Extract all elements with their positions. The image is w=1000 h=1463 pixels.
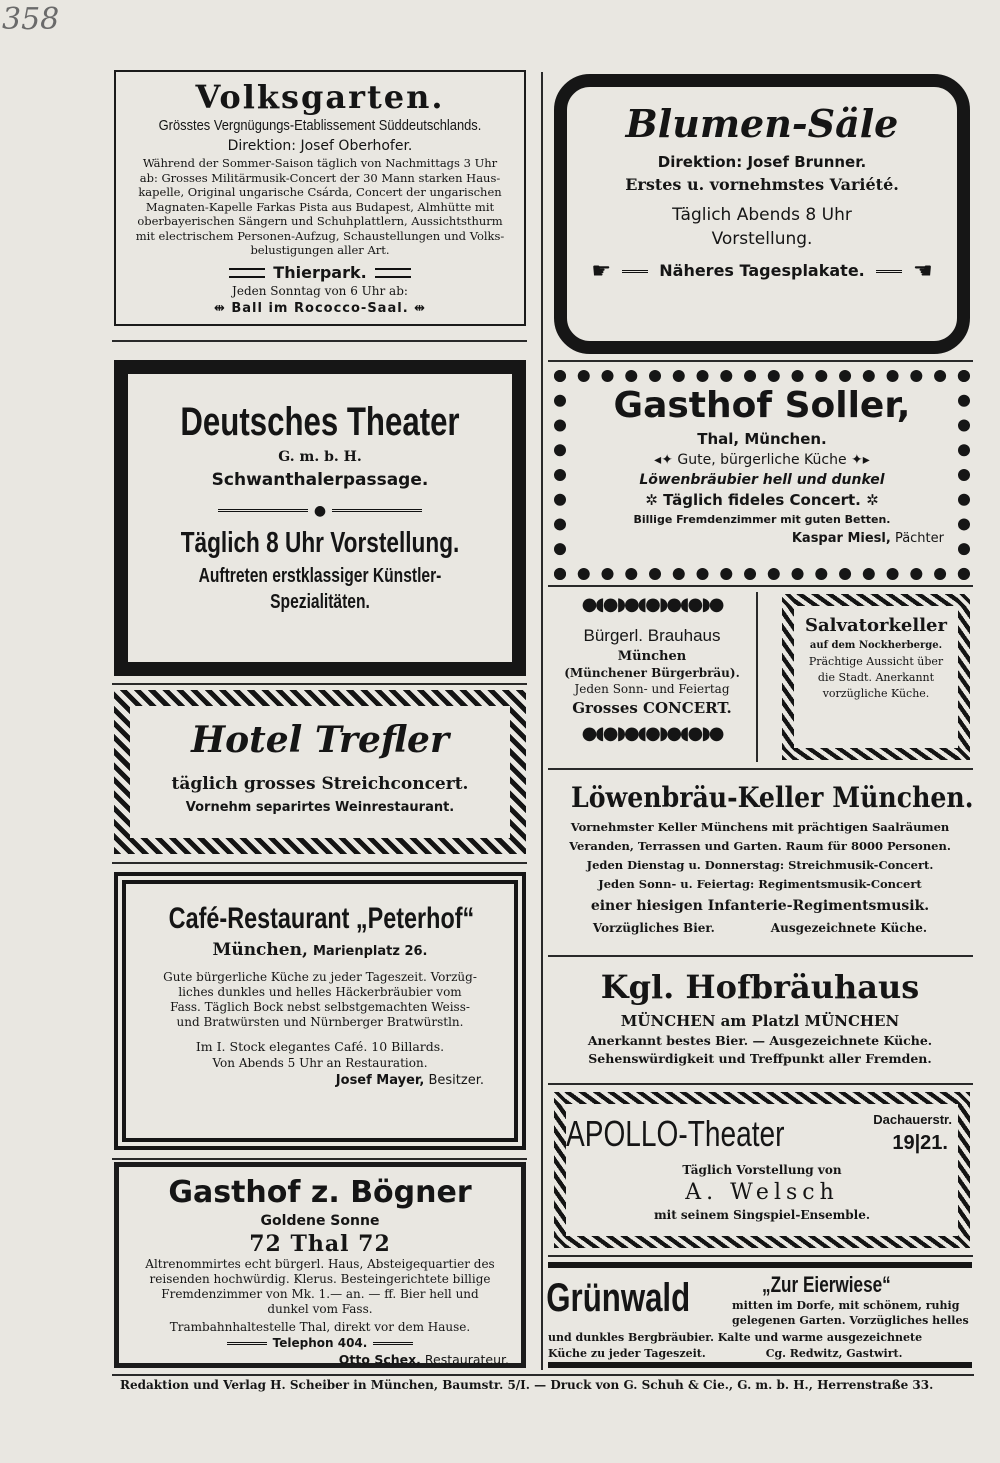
trefler-title: Hotel Trefler bbox=[191, 719, 449, 761]
soller-owner-role: Pächter bbox=[894, 531, 944, 546]
peterhof-owner-name: Josef Mayer, bbox=[335, 1073, 425, 1088]
row-divider bbox=[548, 585, 973, 587]
boegner-phone: Telephon 404. bbox=[272, 1336, 368, 1350]
row-divider bbox=[112, 683, 527, 685]
deutsches-gmbh: G. m. b. H. bbox=[278, 449, 362, 465]
deutsches-line1: Auftreten erstklassiger Künstler- bbox=[198, 565, 442, 587]
gruenwald-line2: gelegenen Garten. Vorzügliches helles bbox=[732, 1314, 969, 1327]
apollo-number: 19|21. bbox=[892, 1132, 948, 1154]
ornament-dash bbox=[332, 509, 422, 512]
volksgarten-subtitle: Grösstes Vergnügungs-Etablissement Süddeutschlands. bbox=[158, 117, 482, 134]
ornament-rule bbox=[375, 268, 411, 278]
volksgarten-direction: Direktion: Josef Oberhofer. bbox=[227, 138, 413, 154]
blumen-plakate: Näheres Tagesplakate. bbox=[659, 261, 865, 280]
peterhof-stock: Im I. Stock elegantes Café. 10 Billards. bbox=[195, 1039, 445, 1054]
boegner-title: Gasthof z. Bögner bbox=[168, 1175, 472, 1210]
ad-gruenwald bbox=[548, 1262, 972, 1368]
row-divider bbox=[548, 955, 973, 957]
trefler-line1: täglich grosses Streichconcert. bbox=[171, 774, 469, 794]
volksgarten-thierpark: Thierpark. bbox=[273, 262, 367, 282]
boegner-line: dunkel vom Fass. bbox=[267, 1302, 373, 1316]
volksgarten-body-line: ab: Grosses Militärmusik-Concert der 30 Mann starken Haus- bbox=[139, 170, 501, 185]
arrow-left-icon: ◂✦ bbox=[654, 452, 678, 468]
blumen-line2: Vorstellung. bbox=[711, 229, 813, 249]
peterhof-title: Café-Restaurant „Peterhof“ bbox=[168, 902, 475, 935]
ad-cafe-peterhof bbox=[114, 872, 526, 1150]
loewen-beer: Vorzügliches Bier. bbox=[592, 921, 715, 935]
deutsches-show: Täglich 8 Uhr Vorstellung. bbox=[180, 527, 460, 559]
deutsches-line2: Spezialitäten. bbox=[270, 591, 370, 613]
row-divider bbox=[548, 1255, 973, 1257]
volksgarten-body-line: oberbayerischen Sängern und Schuhplattlern, Aussichtsthurm bbox=[137, 214, 503, 228]
ornament-rule bbox=[229, 268, 265, 278]
row-divider bbox=[548, 360, 973, 362]
hofbraeuhaus-sub: MÜNCHEN am Platzl MÜNCHEN bbox=[620, 1012, 900, 1030]
row-divider bbox=[548, 768, 973, 770]
loewen-line: Veranden, Terrassen und Garten. Raum für 8000 Personen. bbox=[569, 839, 951, 853]
hofbraeuhaus-line1: Anerkannt bestes Bier. — Ausgezeichnete Küche. bbox=[587, 1033, 933, 1048]
brauhaus-beer: (Münchener Bürgerbräu). bbox=[564, 666, 740, 680]
salvator-line: die Stadt. Anerkannt bbox=[817, 671, 935, 684]
row-divider bbox=[548, 1083, 973, 1085]
boegner-line: Fremdenzimmer von Mk. 1.— an. — ff. Bier hell und bbox=[161, 1287, 479, 1301]
peterhof-owner-role: Besitzer. bbox=[428, 1073, 484, 1088]
soller-concert: Täglich fideles Concert. bbox=[663, 491, 861, 509]
peterhof-line: und Bratwürsten und Nürnberger Bratwürstln. bbox=[176, 1015, 464, 1029]
soller-beer: Löwenbräubier hell und dunkel bbox=[639, 472, 885, 488]
gruenwald-owner: Cg. Redwitz, Gastwirt. bbox=[765, 1347, 903, 1360]
soller-owner-name: Kaspar Miesl, bbox=[791, 531, 891, 546]
volksgarten-title: Volksgarten. bbox=[195, 78, 445, 116]
page-number: 358 bbox=[2, 2, 60, 37]
loewen-line: Jeden Dienstag u. Donnerstag: Streichmusik-Concert. bbox=[586, 858, 934, 872]
apollo-daily: Täglich Vorstellung von bbox=[682, 1163, 842, 1177]
ad-gasthof-boegner bbox=[114, 1162, 526, 1368]
blumen-line1: Täglich Abends 8 Uhr bbox=[672, 205, 852, 225]
apollo-ensemble: mit seinem Singspiel-Ensemble. bbox=[653, 1208, 871, 1222]
boegner-sub: Goldene Sonne bbox=[260, 1213, 380, 1229]
volksgarten-body-line: Magnaten-Kapelle Farkas Pista aus Budapest, Almhütte mit bbox=[145, 199, 495, 214]
ornament-dash bbox=[622, 270, 648, 273]
boegner-line: Altrenommirtes echt bürgerl. Haus, Absteigequartier des bbox=[145, 1257, 495, 1271]
bullet-ornament-icon: ● bbox=[313, 503, 327, 519]
ornament-dash bbox=[227, 1342, 267, 1345]
salvator-line: vorzügliche Küche. bbox=[822, 687, 930, 700]
ad-gasthof-soller bbox=[554, 370, 970, 580]
peterhof-city: München, bbox=[212, 940, 308, 960]
boegner-line: reisenden hochwürdig. Klerus. Besteingerichtete billige bbox=[149, 1272, 491, 1286]
ad-deutsches-theater bbox=[114, 360, 526, 676]
loewen-line: Vornehmster Keller Münchens mit prächtigen Saalräumen bbox=[570, 820, 950, 834]
pointing-hand-left-icon: ☚ bbox=[912, 259, 933, 284]
volksgarten-sunday: Jeden Sonntag von 6 Uhr ab: bbox=[232, 283, 408, 298]
soller-title: Gasthof Soller, bbox=[613, 385, 911, 426]
arrow-right-icon: ✦▸ bbox=[846, 452, 870, 468]
ad-salvatorkeller bbox=[782, 594, 970, 760]
gruenwald-line1: mitten im Dorfe, mit schönem, ruhig bbox=[732, 1299, 960, 1312]
row-divider bbox=[112, 340, 527, 342]
chain-ornament-icon: ●◖●◗●◖●◗●◖●◗● bbox=[581, 594, 723, 615]
star-ornament-icon: ✲ bbox=[645, 491, 664, 509]
apollo-street: Dachauerstr. bbox=[873, 1112, 952, 1127]
salvator-line: Prächtige Aussicht über bbox=[808, 655, 944, 668]
column-divider bbox=[541, 72, 543, 1370]
salvator-title: Salvatorkeller bbox=[805, 615, 947, 636]
gruenwald-line3: und dunkles Bergbräubier. Kalte und warme ausgezeichnete bbox=[548, 1331, 923, 1344]
gruenwald-sub: „Zur Eierwiese“ bbox=[762, 1272, 891, 1297]
peterhof-line: liches dunkles und helles Häckerbräubier vom bbox=[178, 985, 462, 999]
ad-blumen-saele bbox=[554, 74, 970, 354]
brauhaus-city: München bbox=[617, 649, 687, 664]
pointing-hand-right-icon: ☛ bbox=[591, 259, 612, 284]
loewen-kitchen: Ausgezeichnete Küche. bbox=[770, 921, 928, 935]
apollo-title: APOLLO-Theater bbox=[566, 1113, 785, 1154]
peterhof-address: Marienplatz 26. bbox=[312, 944, 428, 959]
volksgarten-ball: Ball im Rococco-Saal. bbox=[231, 300, 409, 316]
boegner-tram: Trambahnhaltestelle Thal, direkt vor dem Hause. bbox=[169, 1320, 471, 1334]
brauhaus-days: Jeden Sonn- und Feiertag bbox=[574, 682, 730, 696]
ad-volksgarten bbox=[114, 70, 526, 326]
volksgarten-body-line: mit electrischem Personen-Aufzug, Schaustellungen und Volks- bbox=[135, 228, 505, 243]
imprint-footer: Redaktion und Verlag H. Scheiber in München, Baumstr. 5/I. — Druck von G. Schuh & Cie., G. m. b. H., Herrenstraße 33. bbox=[120, 1378, 934, 1392]
ornament-dash bbox=[373, 1342, 413, 1345]
deutsches-title: Deutsches Theater bbox=[180, 400, 460, 444]
star-ornament-icon: ✲ bbox=[860, 491, 879, 509]
apollo-name: A. Welsch bbox=[685, 1180, 839, 1205]
ornament-dash bbox=[218, 509, 308, 512]
volksgarten-body-line: Während der Sommer-Saison täglich von Nachmittags 3 Uhr bbox=[142, 156, 498, 170]
volksgarten-body-line: belustigungen aller Art. bbox=[250, 243, 390, 257]
footer-rule bbox=[112, 1374, 974, 1376]
trefler-line2: Vornehm separirtes Weinrestaurant. bbox=[185, 800, 455, 815]
volksgarten-body-line: kapelle, Original ungarische Csárda, Concert der ungarischen bbox=[138, 185, 502, 199]
arrow-ornament-icon: ⇹ bbox=[408, 300, 427, 316]
boegner-address: 72 Thal 72 bbox=[249, 1231, 391, 1257]
gruenwald-line4: Küche zu jeder Tageszeit. bbox=[548, 1347, 706, 1360]
ad-apollo-theater bbox=[554, 1092, 970, 1248]
row-divider bbox=[112, 862, 527, 864]
soller-kitchen: Gute, bürgerliche Küche bbox=[677, 452, 847, 468]
hofbraeuhaus-line2: Sehenswürdigkeit und Treffpunkt aller Fremden. bbox=[588, 1051, 932, 1066]
loewen-title: Löwenbräu-Keller München. bbox=[571, 781, 974, 814]
boegner-owner-name: Otto Schex, bbox=[338, 1352, 421, 1367]
blumen-direction: Direktion: Josef Brunner. bbox=[657, 153, 867, 171]
gruenwald-title: Grünwald bbox=[546, 1276, 691, 1320]
brauhaus-concert: Grosses CONCERT. bbox=[572, 699, 732, 717]
peterhof-line: Fass. Täglich Bock nebst selbstgemachten Weiss- bbox=[170, 1000, 470, 1014]
arrow-ornament-icon: ⇹ bbox=[213, 300, 232, 316]
brauhaus-title: Bürgerl. Brauhaus bbox=[583, 626, 721, 645]
loewen-line: Jeden Sonn- u. Feiertag: Regimentsmusik-Concert bbox=[598, 877, 922, 891]
boegner-owner-role: Restaurateur. bbox=[424, 1352, 509, 1367]
peterhof-line: Gute bürgerliche Küche zu jeder Tageszeit. Vorzüg- bbox=[163, 970, 477, 984]
ad-hofbraeuhaus bbox=[550, 964, 970, 1079]
chain-ornament-icon: ●◖●◗●◖●◗●◖●◗● bbox=[581, 723, 723, 744]
salvator-location: auf dem Nockherberge. bbox=[809, 640, 943, 651]
hofbraeuhaus-title: Kgl. Hofbräuhaus bbox=[600, 968, 920, 1006]
blumen-variete: Erstes u. vornehmstes Variété. bbox=[625, 175, 899, 194]
soller-address: Thal, München. bbox=[697, 430, 827, 448]
blumen-title: Blumen-Säle bbox=[625, 101, 899, 146]
peterhof-evening: Von Abends 5 Uhr an Restauration. bbox=[212, 1056, 428, 1070]
deutsches-address: Schwanthalerpassage. bbox=[211, 470, 429, 490]
soller-rooms: Billige Fremdenzimmer mit guten Betten. bbox=[633, 513, 891, 526]
ad-buergerl-brauhaus bbox=[548, 592, 758, 762]
ad-loewenbraeu-keller bbox=[550, 778, 974, 950]
ad-hotel-trefler bbox=[114, 690, 526, 854]
row-divider bbox=[112, 1158, 527, 1160]
ornament-dash bbox=[876, 270, 902, 273]
loewen-line: einer hiesigen Infanterie-Regimentsmusik. bbox=[590, 898, 930, 914]
